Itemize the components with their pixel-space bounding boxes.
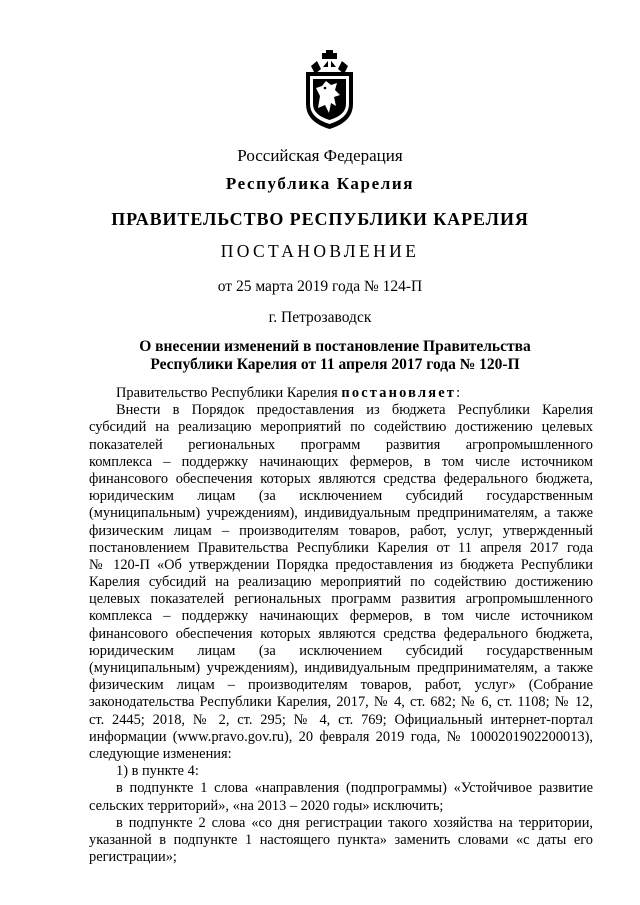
preamble — [116, 385, 593, 402]
body-line: показателей региональных программ развития агропромышленного — [89, 436, 593, 453]
body-line: физическим лицам – производителям товаров, работ, услуг» (Собрание — [89, 677, 593, 694]
body-line: Внести в Порядок предоставления из бюджета Республики Карелия — [116, 402, 593, 419]
body-line: (муниципальным) учреждениям), индивидуальным предпринимателям, а также — [89, 505, 593, 522]
body-line: № 120-П «Об утверждении Порядка предоставления из бюджета Республики — [89, 556, 593, 573]
preamble-text: Правительство Республики Карелия — [116, 385, 342, 401]
body-line: юридическим лицам (за исключением субсидий государственным — [89, 642, 593, 659]
body-line: (муниципальным) учреждениям), индивидуальным предпринимателям, а также — [89, 660, 593, 676]
body-line: следующие изменения: — [89, 745, 232, 762]
body-line: субсидий на реализацию мероприятий по содействию достижению целевых — [89, 419, 593, 436]
document-body — [89, 385, 593, 866]
body-line: финансового обеспечения которых являются средства федерального бюджета, — [89, 470, 593, 487]
body-line: юридическим лицам (за исключением субсидий государственным — [89, 488, 593, 505]
title-line: Республики Карелия от 11 апреля 2017 года № 120-П — [150, 356, 520, 373]
body-line: целевых показателей региональных программ развития агропромышленного — [89, 591, 593, 608]
body-line: ст. 2445; 2018, № 2, ст. 295; № 4, ст. 769; Официальный интернет-портал — [89, 711, 593, 728]
preamble-keyword: постановляет — [341, 385, 457, 401]
body-line: постановлением Правительства Республики Карелия от 11 апреля 2017 года — [89, 539, 593, 556]
city-name: г. Петрозаводск — [268, 309, 372, 326]
body-line: законодательства Республики Карелия, 2017, № 4, ст. 682; № 6, ст. 1108; № 12, — [89, 694, 593, 711]
body-line: в подпункте 2 слова «со дня регистрации такого хозяйства на территории, — [116, 814, 593, 831]
date-number: от 25 марта 2019 года № 124-П — [217, 278, 423, 295]
body-line: Карелия субсидий на реализацию мероприятий по содействию достижению — [89, 574, 593, 591]
body-line: комплекса – поддержку начинающих фермеров, в том числе источником — [89, 453, 593, 470]
document-title — [100, 338, 570, 374]
coat-of-arms-emblem — [301, 50, 358, 130]
republic-name: Республика Карелия — [225, 174, 415, 193]
body-line: в подпункте 1 слова «направления (подпрограммы) «Устойчивое развитие — [116, 780, 593, 797]
body-line: указанной в подпункте 1 настоящего пункта» заменить словами «с даты его — [89, 831, 593, 848]
body-line: 1) в пункте 4: — [116, 763, 199, 780]
body-line: физическим лицам – производителям товаров, работ, услуг, утвержденный — [89, 522, 593, 539]
document-type: ПОСТАНОВЛЕНИЕ — [220, 241, 420, 261]
country-name: Российская Федерация — [237, 146, 403, 165]
body-line: финансового обеспечения которых являются средства федерального бюджета, — [89, 625, 593, 642]
preamble-colon: : — [456, 385, 461, 401]
government-name: ПРАВИТЕЛЬСТВО РЕСПУБЛИКИ КАРЕЛИЯ — [111, 209, 529, 229]
body-line: регистрации»; — [89, 849, 177, 866]
body-line: комплекса – поддержку начинающих фермеров, в том числе источником — [89, 608, 593, 625]
body-line: информации (www.pravo.gov.ru), 20 февраля 2019 года, № 1000201902200013), — [89, 728, 593, 745]
title-line: О внесении изменений в постановление Правительства — [139, 338, 531, 355]
body-line: сельских территорий», «на 2013 – 2020 годы» исключить; — [89, 797, 444, 814]
